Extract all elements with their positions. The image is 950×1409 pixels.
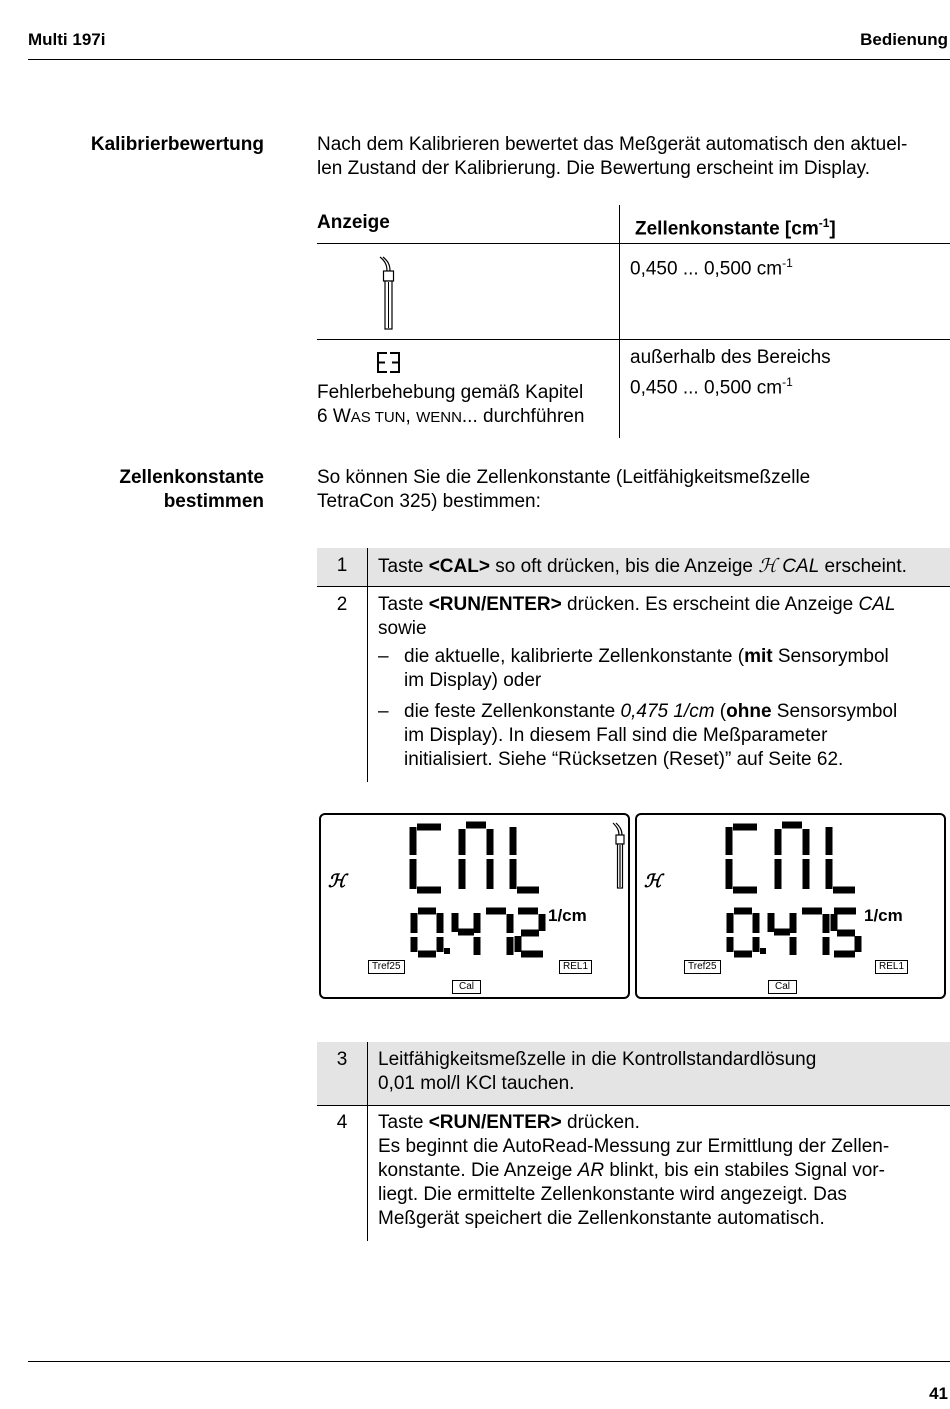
cal-label: Cal <box>452 980 481 994</box>
rel-label: REL1 <box>559 960 592 974</box>
conductivity-symbol-icon: ℋ <box>328 871 346 892</box>
unit-label: 1/cm <box>864 906 903 925</box>
section1-intro: Nach dem Kalibrieren bewertet das Meßgerät automatisch den aktuel- len Zustand der Kalibrierung. Die Bewertung erscheint im Display. <box>317 134 908 179</box>
table-row-rule <box>317 339 950 340</box>
header-left: Multi 197i <box>28 30 106 49</box>
section2-intro: So können Sie die Zellenkonstante (Leitfähigkeitsmeßzelle TetraCon 325) bestimmen: <box>317 467 811 512</box>
tref-label: Tref25 <box>368 960 405 974</box>
unit-label: 1/cm <box>548 906 587 925</box>
footer-rule <box>28 1361 950 1362</box>
table-header-anzeige: Anzeige <box>317 212 390 233</box>
step-3-number: 3 <box>336 1049 348 1070</box>
row2-remedy-text: Fehlerbehebung gemäß Kapitel 6 WAS TUN, WENN... durchführen <box>317 382 585 427</box>
step-4-text: Taste <RUN/ENTER> drücken. Es beginnt die AutoRead-Messung zur Ermittlung der Zellen- konstante. Die Anzeige AR blinkt, bis ein stabiles Signal vor- liegt. Die ermittelte Zellenkonstante wird angezeigt. Das Meßgerät speichert die Zellenkonstante automatisch. <box>378 1112 890 1229</box>
table-header-rule <box>317 243 950 244</box>
header-rule <box>28 59 950 60</box>
cal-label: Cal <box>768 980 797 994</box>
step-rule <box>317 586 950 587</box>
step-1-number: 1 <box>336 555 348 576</box>
table-header-zellenkonstante: Zellenkonstante $[cm^{-1}]$ <box>635 216 836 240</box>
section-title-zellenkonstante: Zellenkonstante bestimmen <box>119 467 264 512</box>
table-column-divider <box>619 205 620 438</box>
header-right: Bedienung <box>860 30 948 49</box>
step-1-text: Taste <CAL> so oft drücken, bis die Anzeige ℋ CAL erscheint. <box>378 555 907 577</box>
bullet-dash: – <box>378 646 389 667</box>
conductivity-symbol-icon: ℋ <box>644 871 662 892</box>
step-2-bullet-1: die aktuelle, kalibrierte Zellenkonstante (mit Sensorymbol im Display) oder <box>404 646 889 691</box>
sensor-icon <box>377 255 401 336</box>
conductivity-symbol-icon: ℋ <box>758 555 778 577</box>
rel-label: REL1 <box>875 960 908 974</box>
page-number: 41 <box>929 1384 948 1403</box>
lcd-display-1 <box>319 813 630 999</box>
bullet-dash: – <box>378 701 389 722</box>
step-column-divider <box>367 1042 368 1241</box>
tref-label: Tref25 <box>684 960 721 974</box>
step-rule <box>317 1105 950 1106</box>
section-title-kalibrierbewertung: Kalibrierbewertung <box>90 134 264 155</box>
error-e3-icon <box>376 351 402 380</box>
step-column-divider <box>367 548 368 782</box>
row1-value: 0,450 ... 0,500 $cm^{-1}$ <box>630 256 793 280</box>
step-2-text: Taste <RUN/ENTER> drücken. Es erscheint die Anzeige CAL sowie <box>378 594 896 639</box>
row2-value: außerhalb des Bereichs 0,450 ... 0,500 $cm^{-1}$ <box>630 347 831 399</box>
lcd-display-2 <box>635 813 946 999</box>
step-2-bullet-2: die feste Zellenkonstante 0,475 1/cm (ohne Sensorsymbol im Display). In diesem Fall sind die Meßparameter initialisiert. Siehe “Rücksetzen (Reset)” auf Seite 62. <box>404 701 898 770</box>
step-4-number: 4 <box>336 1112 348 1133</box>
step-2-number: 2 <box>336 594 348 615</box>
step-3-text: Leitfähigkeitsmeßzelle in die Kontrollstandardlösung 0,01 mol/l KCl tauchen. <box>378 1049 817 1094</box>
